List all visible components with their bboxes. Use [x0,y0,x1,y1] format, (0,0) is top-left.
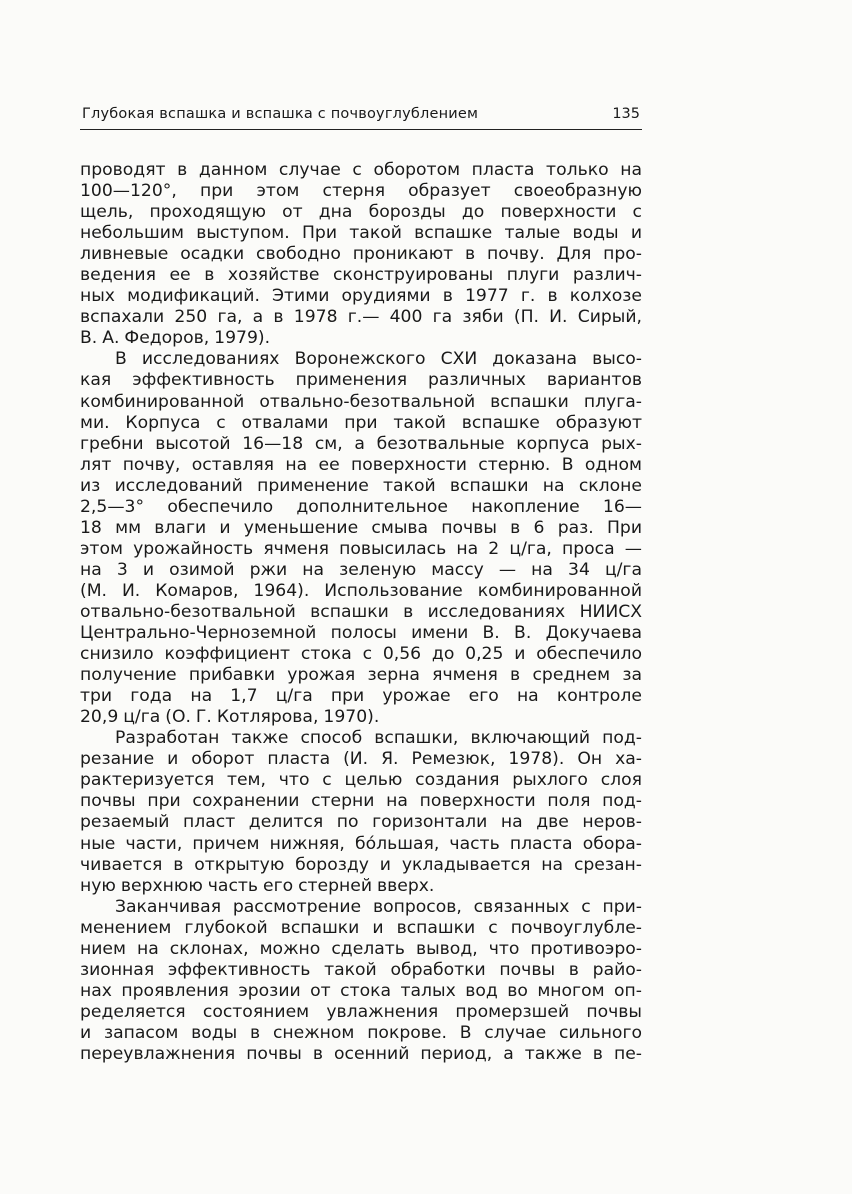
text-line: этом урожайность ячменя повысилась на 2 ц/га, проса — [80,538,642,559]
text-line: резаемый пласт делится по горизонтали на две неров- [80,812,642,833]
text-line: ределяется состоянием увлажнения промерзшей почвы [80,1001,642,1022]
text-line: В исследованиях Воронежского СХИ доказана высо- [115,349,642,370]
text-line: переувлажнения почвы в осенний период, а также в пе- [80,1043,642,1064]
text-line: ливневые осадки свободно проникают в почву. Для про- [80,244,642,265]
text-line: три года на 1,7 ц/га при урожае его на контроле [80,686,642,707]
text-line: лят почву, оставляя на ее поверхности стерню. В одном [80,454,642,475]
text-line: щель, проходящую от дна борозды до поверхности с [80,202,642,223]
text-line: небольшим выступом. При такой вспашке талые воды и [80,223,642,244]
text-line: отвально-безотвальной вспашки в исследованиях НИИСХ [80,601,642,622]
text-line: на 3 и озимой ржи на зеленую массу — на 34 ц/га [80,559,642,580]
text-line: ведения ее в хозяйстве сконструированы плуги различ- [80,265,642,286]
body-text [80,160,642,1065]
text-line: ных модификаций. Этими орудиями в 1977 г. в колхозе [80,286,642,307]
text-line: Разработан также способ вспашки, включающий под- [115,728,642,749]
text-line: рактеризуется тем, что с целью создания рыхлого слоя [80,770,642,791]
text-line: Заканчивая рассмотрение вопросов, связанных с при- [115,896,642,917]
page-number: 135 [612,106,640,122]
text-line: В. А. Федоров, 1979). [80,328,271,349]
text-line: Центрально-Черноземной полосы имени В. В. Докучаева [80,623,642,644]
text-line: ные части, причем нижняя, бо́льшая, часть пласта обора- [80,833,642,854]
text-line: зионная эффективность такой обработки почвы в райо- [80,959,642,980]
text-line: кая эффективность применения различных вариантов [80,370,642,391]
text-line: 100—120°, при этом стерня образует своеобразную [80,181,642,202]
text-line: (М. И. Комаров, 1964). Использование комбинированной [80,580,642,601]
text-line: 18 мм влаги и уменьшение смыва почвы в 6 раз. При [80,517,642,538]
text-line: менением глубокой вспашки и вспашки с почвоуглубле- [80,917,642,938]
text-line: и запасом воды в снежном покрове. В случае сильного [80,1022,642,1043]
text-line: получение прибавки урожая зерна ячменя в среднем за [80,665,642,686]
running-title: Глубокая вспашка и вспашка с почвоуглублением [82,106,479,122]
text-line: вспахали 250 га, а в 1978 г.— 400 га зяби (П. И. Сирый, [80,307,642,328]
text-line: комбинированной отвально-безотвальной вспашки плуга- [80,391,642,412]
text-line: 20,9 ц/га (О. Г. Котлярова, 1970). [80,707,380,728]
text-line: проводят в данном случае с оборотом пласта только на [80,160,642,180]
text-line: нах проявления эрозии от стока талых вод во многом оп- [80,980,642,1001]
text-line: почвы при сохранении стерни на поверхности поля под- [80,791,642,812]
text-line: нием на склонах, можно сделать вывод, что противоэро- [80,938,642,959]
text-line: ную верхнюю часть его стерней вверх. [80,875,435,896]
text-line: 2,5—3° обеспечило дополнительное накопление 16— [80,496,642,517]
running-header [80,103,642,130]
text-line: из исследований применение такой вспашки на склоне [80,475,642,496]
text-line: снизило коэффициент стока с 0,56 до 0,25 и обеспечило [80,644,642,665]
text-line: гребни высотой 16—18 см, а безотвальные корпуса рых- [80,433,642,454]
text-line: резание и оборот пласта (И. Я. Ремезюк, 1978). Он ха- [80,749,642,770]
text-line: ми. Корпуса с отвалами при такой вспашке образуют [80,412,642,433]
text-line: чивается в открытую борозду и укладывается на срезан- [80,854,642,875]
